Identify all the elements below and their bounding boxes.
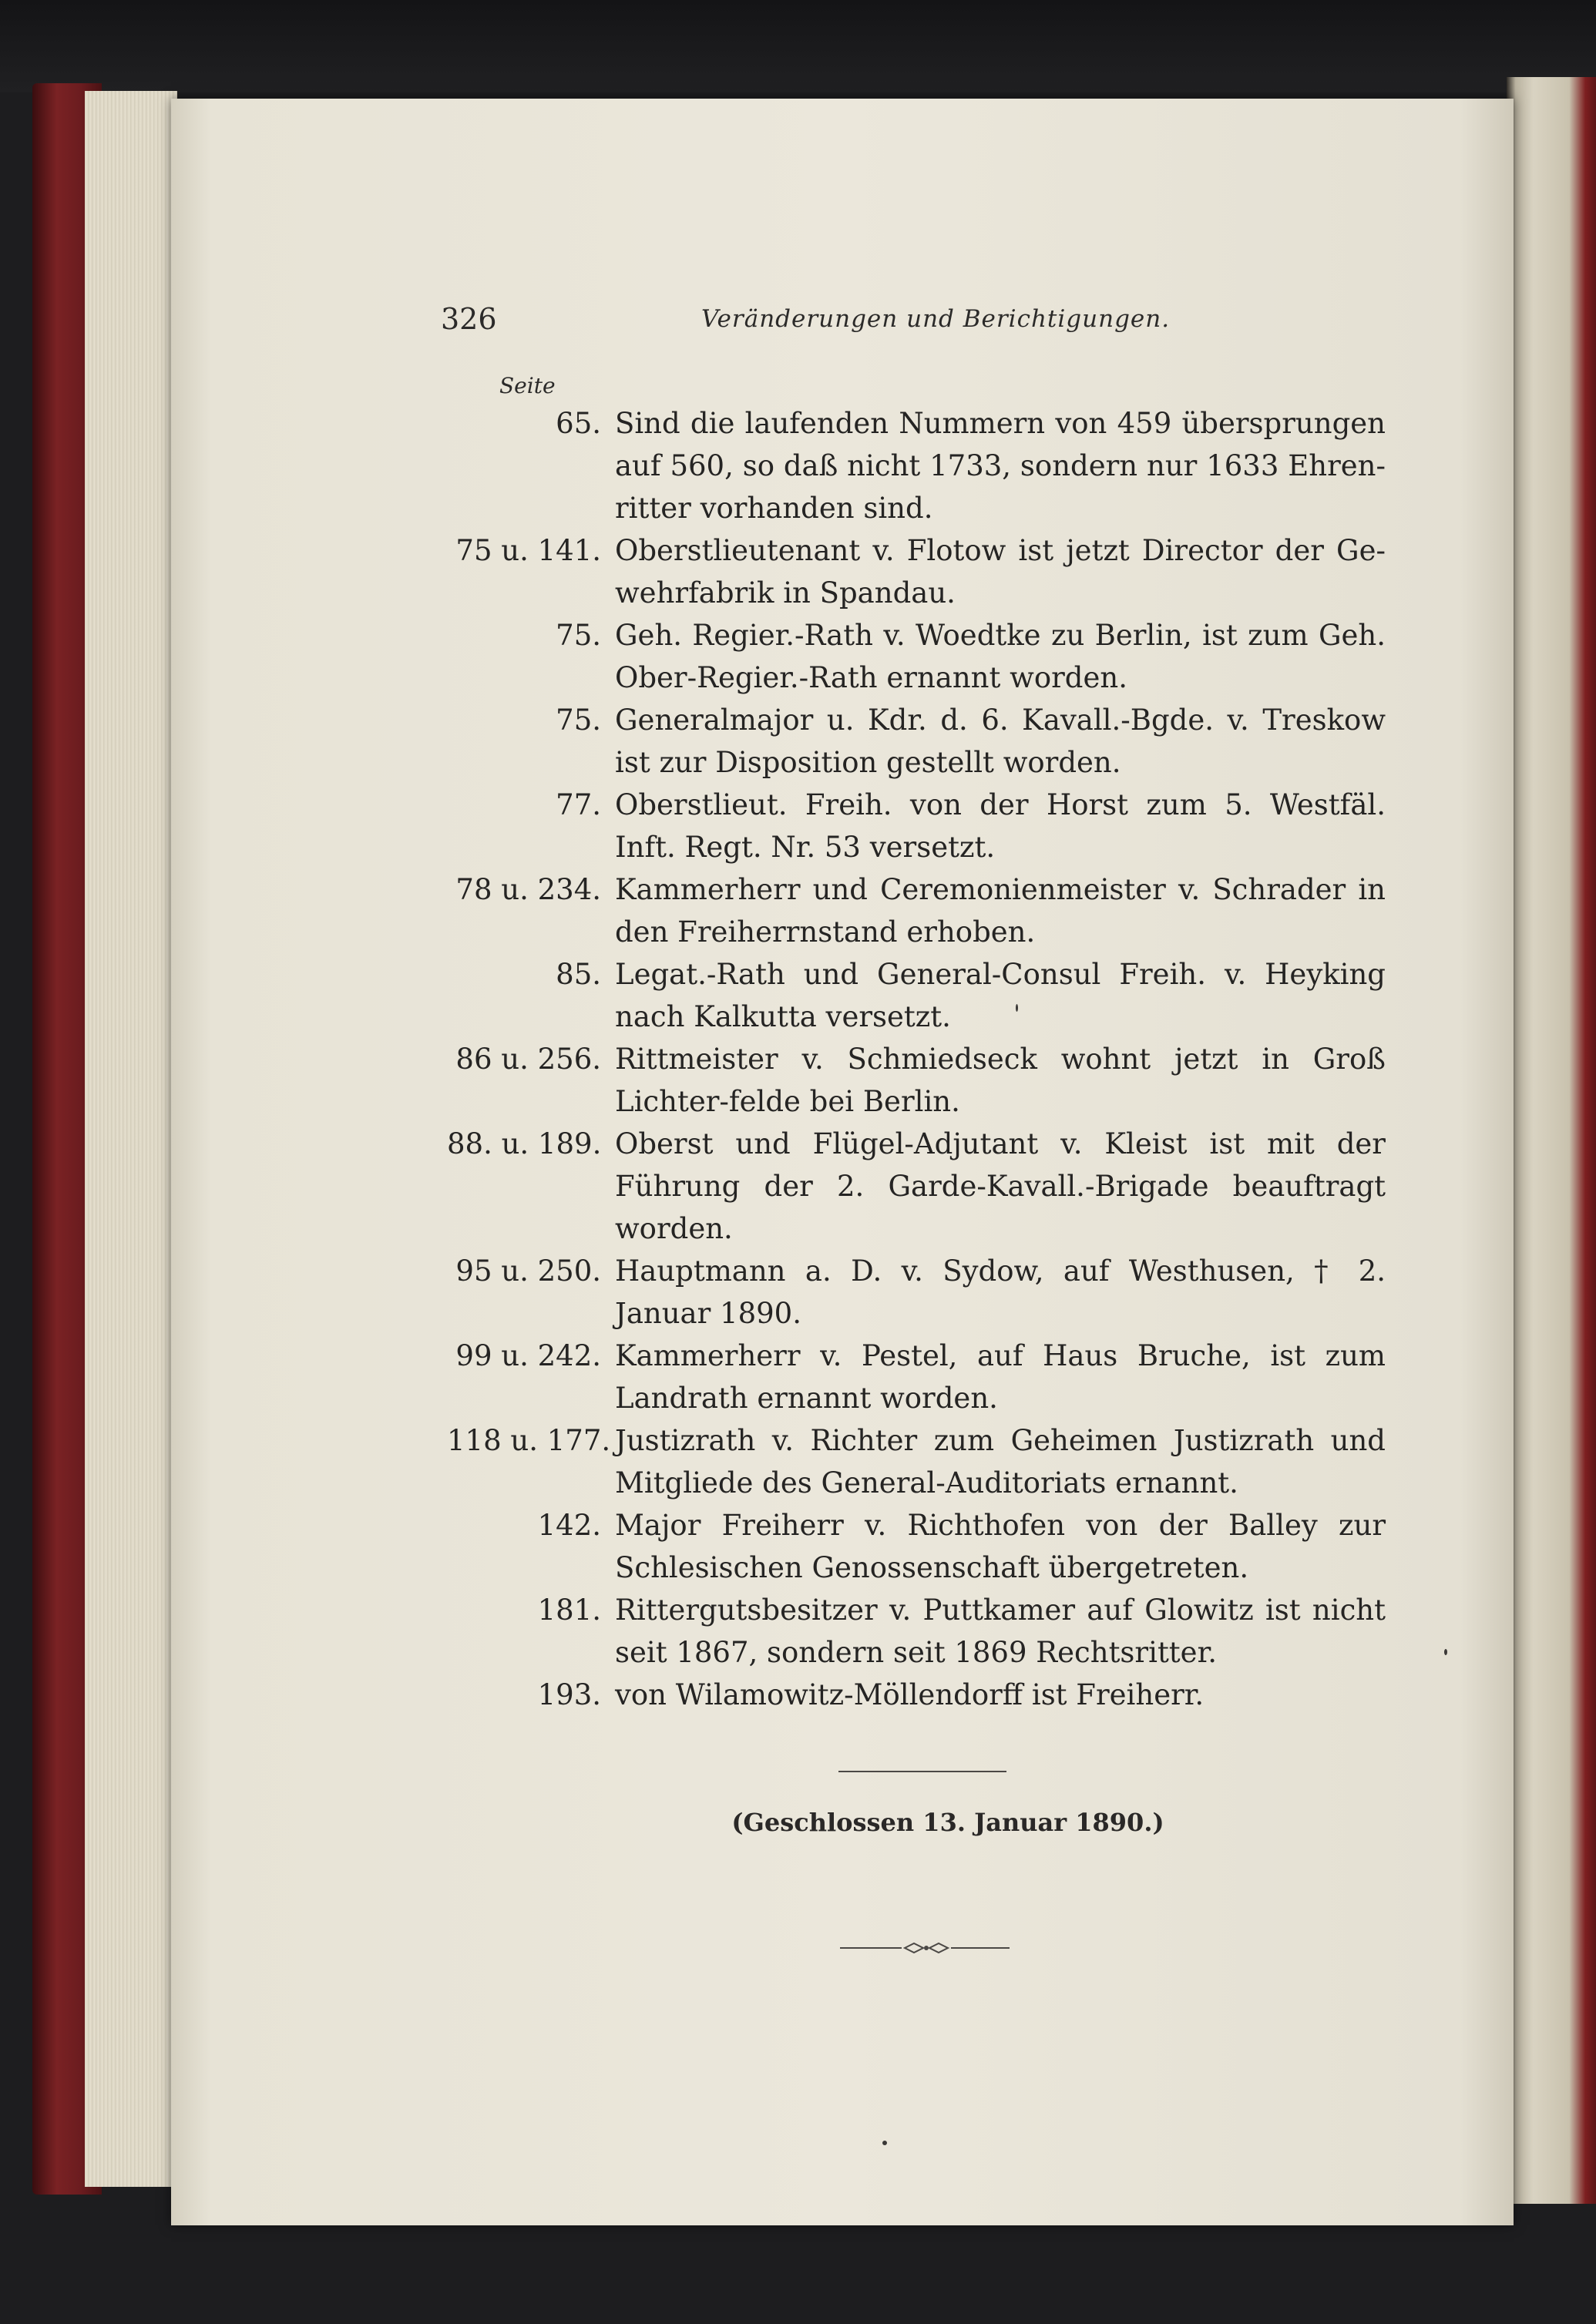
list-item [447,1674,1403,1716]
entry-text: Geh. Regier.-Rath v. Woedtke zu Berlin, ist zum Geh. Ober-Regier.-Rath ernannt worden. [615,619,1386,694]
page-reference: 77. [556,788,601,821]
paper-speck [1444,1649,1447,1655]
entry-text: Hauptmann a. D. v. Sydow, auf Westhusen, † 2. Januar 1890. [615,1254,1386,1330]
page-reference: 95 u. 250. [455,1254,601,1288]
entry-text: Sind die laufenden Nummern von 459 übersprungen auf 560, so daß nicht 1733, sondern nur 1633 Ehren-ritter vorhanden sind. [615,407,1386,525]
list-item [447,614,1403,699]
list-item [447,1038,1403,1123]
list-item [447,1335,1403,1419]
book-cover-right [1507,77,1596,2204]
running-title: Veränderungen und Berichtigungen. [701,305,1171,333]
page-reference: 193. [537,1678,601,1711]
page-reference: 181. [537,1594,601,1627]
list-item [447,1589,1403,1674]
entry-text: Major Freiherr v. Richthofen von der Balley zur Schlesischen Genossenschaft übergetreten. [615,1509,1386,1584]
entry-text: Oberst und Flügel-Adjutant v. Kleist ist mit der Führung der 2. Garde-Kavall.-Brigade beauftragt worden. [615,1127,1386,1245]
list-item [447,1504,1403,1589]
page-reference: 86 u. 256. [455,1043,601,1076]
page-reference: 65. [556,407,601,440]
list-item [447,1123,1403,1250]
entry-text: Legat.-Rath und General-Consul Freih. v. Heyking nach Kalkutta versetzt. [615,958,1386,1033]
entry-text: Kammerherr und Ceremonienmeister v. Schrader in den Freiherrnstand erhoben. [615,873,1386,949]
page-reference: 118 u. 177. [447,1424,611,1457]
paper-speck [882,2141,887,2145]
list-item [447,784,1403,868]
list-item [447,529,1403,614]
page-reference: 75 u. 141. [455,534,601,567]
page-reference: 85. [556,958,601,991]
entry-text: Kammerherr v. Pestel, auf Haus Bruche, ist zum Landrath ernannt worden. [615,1339,1386,1415]
entry-text: Rittergutsbesitzer v. Puttkamer auf Glowitz ist nicht seit 1867, sondern seit 1869 Rechtsritter. [615,1594,1386,1669]
page-edges [85,91,177,2187]
entry-text: Justizrath v. Richter zum Geheimen Justizrath und Mitgliede des General-Auditoriats ernannt. [615,1424,1386,1500]
corrections-list [447,402,1403,1716]
list-item [447,953,1403,1038]
entry-text: von Wilamowitz-Möllendorff ist Freiherr. [615,1678,1205,1711]
list-item [447,1250,1403,1335]
entry-text: Oberstlieutenant v. Flotow ist jetzt Director der Ge-wehrfabrik in Spandau. [615,534,1386,610]
section-divider [838,1771,1006,1772]
page-number: 326 [441,302,497,336]
background-top [0,0,1596,92]
list-item [447,868,1403,953]
page-reference: 99 u. 242. [455,1339,601,1372]
list-item [447,699,1403,784]
page-reference: 75. [556,619,601,652]
list-item [447,1419,1403,1504]
ornament-divider-icon [840,1940,1010,1956]
paper-speck [1016,1004,1018,1012]
entry-text: Generalmajor u. Kdr. d. 6. Kavall.-Bgde. v. Treskow ist zur Disposition gestellt worden. [615,704,1386,779]
page-reference: 78 u. 234. [455,873,601,906]
seite-label: Seite [499,373,556,398]
page-reference: 142. [537,1509,601,1542]
entry-text: Oberstlieut. Freih. von der Horst zum 5. Westfäl. Inft. Regt. Nr. 53 versetzt. [615,788,1386,864]
list-item [447,402,1403,529]
page-reference: 75. [556,704,601,737]
page-reference: 88. u. 189. [447,1127,602,1160]
entry-text: Rittmeister v. Schmiedseck wohnt jetzt in Groß Lichter-felde bei Berlin. [615,1043,1386,1118]
closing-note: (Geschlossen 13. Januar 1890.) [731,1808,1164,1837]
